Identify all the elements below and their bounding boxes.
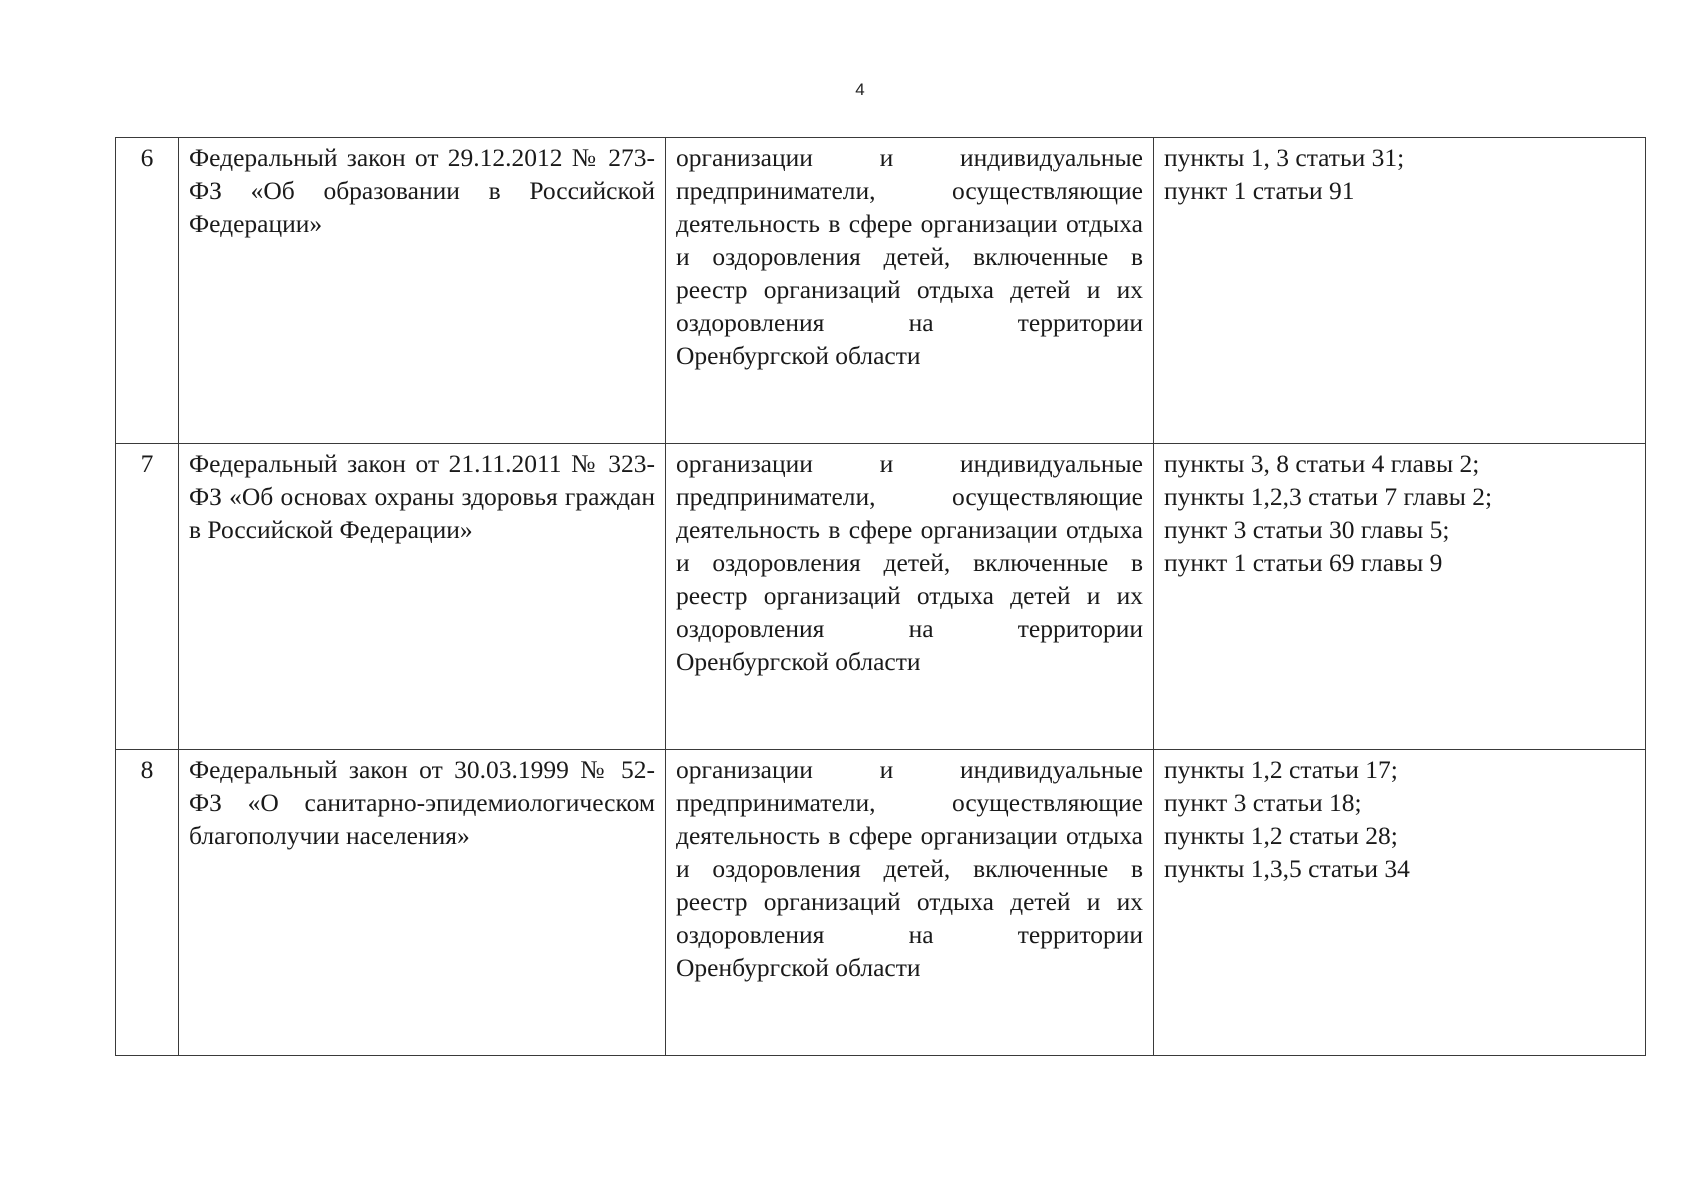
- article-references: [1154, 444, 1646, 750]
- table-row: [116, 444, 1646, 750]
- article-reference: пункт 1 статьи 91: [1164, 176, 1355, 205]
- article-reference: пункты 1,2 статьи 28;: [1164, 821, 1398, 850]
- article-reference: пункты 1,2,3 статьи 7 главы 2;: [1164, 482, 1493, 511]
- legislation-table: [115, 137, 1646, 1056]
- regulated-subjects: организации и индивидуальные предприниматели, осуществляющие деятельность в сфере организации отдыха и оздоровления детей, включенные в реестр организаций отдыха детей и их оздоровления на территории Оренбургской области: [666, 750, 1154, 1056]
- law-title: Федеральный закон от 29.12.2012 № 273-ФЗ «Об образовании в Российской Федерации»: [179, 138, 666, 444]
- article-reference: пункты 1,2 статьи 17;: [1164, 755, 1398, 784]
- row-number: 8: [116, 750, 179, 1056]
- row-number: 6: [116, 138, 179, 444]
- regulated-subjects: организации и индивидуальные предприниматели, осуществляющие деятельность в сфере организации отдыха и оздоровления детей, включенные в реестр организаций отдыха детей и их оздоровления на территории Оренбургской области: [666, 444, 1154, 750]
- article-reference: пункт 3 статьи 30 главы 5;: [1164, 515, 1450, 544]
- table-row: [116, 750, 1646, 1056]
- regulated-subjects: организации и индивидуальные предприниматели, осуществляющие деятельность в сфере организации отдыха и оздоровления детей, включенные в реестр организаций отдыха детей и их оздоровления на территории Оренбургской области: [666, 138, 1154, 444]
- article-reference: пункты 1, 3 статьи 31;: [1164, 143, 1405, 172]
- law-title: Федеральный закон от 30.03.1999 № 52-ФЗ «О санитарно-эпидемиологическом благополучии населения»: [179, 750, 666, 1056]
- article-reference: пункт 1 статьи 69 главы 9: [1164, 548, 1443, 577]
- article-reference: пункт 3 статьи 18;: [1164, 788, 1362, 817]
- article-reference: пункты 1,3,5 статьи 34: [1164, 854, 1410, 883]
- row-number: 7: [116, 444, 179, 750]
- page-number: 4: [855, 80, 865, 99]
- article-references: [1154, 750, 1646, 1056]
- article-references: [1154, 138, 1646, 444]
- table-row: [116, 138, 1646, 444]
- law-title: Федеральный закон от 21.11.2011 № 323-ФЗ «Об основах охраны здоровья граждан в Российской Федерации»: [179, 444, 666, 750]
- article-reference: пункты 3, 8 статьи 4 главы 2;: [1164, 449, 1480, 478]
